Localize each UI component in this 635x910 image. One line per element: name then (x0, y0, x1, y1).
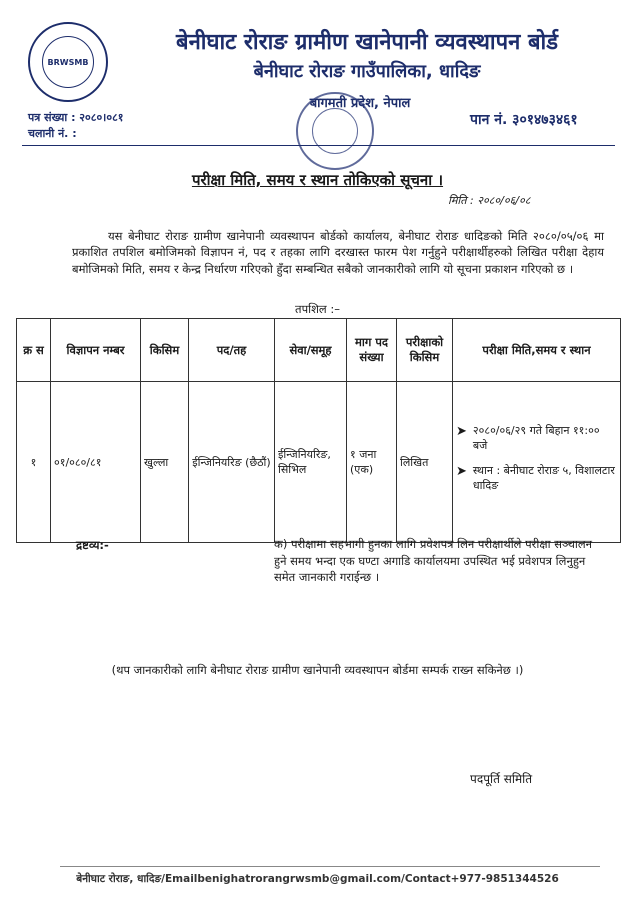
schedule-venue-text: स्थान : बेनीघाट रोराङ ५, विशालटार धादिङ (472, 464, 615, 492)
exam-schedule-table (16, 318, 621, 543)
pan-number: पान नं. ३०१४७३४६१ (470, 112, 578, 128)
header-schedule: परीक्षा मिति,समय र स्थान (453, 319, 621, 382)
header-post: पद/तह (189, 319, 275, 382)
header-demand: माग पद संख्या (347, 319, 397, 382)
header-exam-type: परीक्षाको किसिम (397, 319, 453, 382)
note-text: क) परीक्षामा सहभागी हुनका लागि प्रवेशपत्र लिन परीक्षार्थीले परीक्षा सञ्चालन हुने समय भन्दा एक घण्टा अगाडि कार्यालयमा उपस्थित भई प्रवेशपत्र लिनुहुन समेत जानकारी गराईन्छ । (274, 537, 593, 585)
table-row (17, 382, 621, 543)
logo-text: BRWSMB (47, 57, 89, 67)
notice-body: यस बेनीघाट रोराङ ग्रामीण खानेपानी व्यवस्थापन बोर्डको कार्यालय, बेनीघाट रोराङ धादिङको मिति २०८०/०५/०६ मा प्रकाशित तपशिल बमोजिमको विज्ञापन नं, पद र तहका लागि दरखास्त फारम पेश गर्नुहुने परीक्षार्थीहरुको लिखित परीक्षा देहाय बमोजिमको मिति, समय र केन्द्र निर्धारण गरिएको हुँदा सम्बन्धित सबैको जानकारीको लागि यो सूचना प्रकाशन गरिएको छ । (72, 229, 604, 276)
organization-logo (28, 22, 108, 102)
cell-schedule (453, 382, 621, 543)
office-stamp (296, 92, 374, 170)
footer-divider (60, 866, 600, 867)
signature-block: पदपूर्ति समिति (470, 772, 533, 786)
note-label: द्रष्टव्य:- (76, 538, 109, 552)
cell-post: ईन्जिनियरिङ (छैठौं) (189, 382, 275, 543)
header-adv-no: विज्ञापन नम्बर (51, 319, 141, 382)
arrow-bullet-icon: ➤ (456, 424, 467, 440)
dispatch-number: चलानी नं. : (28, 127, 77, 140)
header-divider (22, 145, 615, 146)
schedule-venue-item (456, 464, 617, 494)
stamp-emblem (312, 108, 358, 154)
header-sn: क्र स (17, 319, 51, 382)
notice-date: मिति : २०८०/०६/०८ (448, 194, 531, 207)
cell-exam-type: लिखित (397, 382, 453, 543)
header-type: किसिम (141, 319, 189, 382)
cell-adv-no: ०१/०८०/८१ (51, 382, 141, 543)
table-header-row (17, 319, 621, 382)
cell-type: खुल्ला (141, 382, 189, 543)
logo-emblem (42, 36, 94, 88)
cell-service: ईन्जिनियरिङ, सिभिल (275, 382, 347, 543)
table-caption: तपशिल :– (295, 302, 340, 316)
contact-note: (थप जानकारीको लागि बेनीघाट रोराङ ग्रामीण खानेपानी व्यवस्थापन बोर्डमा सम्पर्क राख्न सकिनेछ ।) (111, 663, 524, 677)
header-service: सेवा/समूह (275, 319, 347, 382)
footer-contact: बेनीघाट रोराङ, धादिङ/Emailbenighatrorangrwsmb@gmail.com/Contact+977-9851344526 (76, 873, 559, 885)
schedule-date-item (456, 424, 617, 454)
organization-title: बेनीघाट रोराङ ग्रामीण खानेपानी व्यवस्थापन बोर्ड (176, 30, 558, 55)
cell-sn: १ (17, 382, 51, 543)
schedule-date-text: २०८०/०६/२९ गते बिहान ११:०० बजे (472, 424, 600, 453)
notice-title: परीक्षा मिति, समय र स्थान तोकिएको सूचना । (191, 171, 444, 189)
letter-number: पत्र संख्या : २०८०।०८१ (28, 111, 124, 124)
organization-subtitle: बेनीघाट रोराङ गाउँपालिका, धादिङ (253, 61, 481, 82)
cell-demand: १ जना (एक) (347, 382, 397, 543)
province-line: बागमती प्रदेश, नेपाल (309, 96, 411, 111)
arrow-bullet-icon: ➤ (456, 464, 467, 479)
